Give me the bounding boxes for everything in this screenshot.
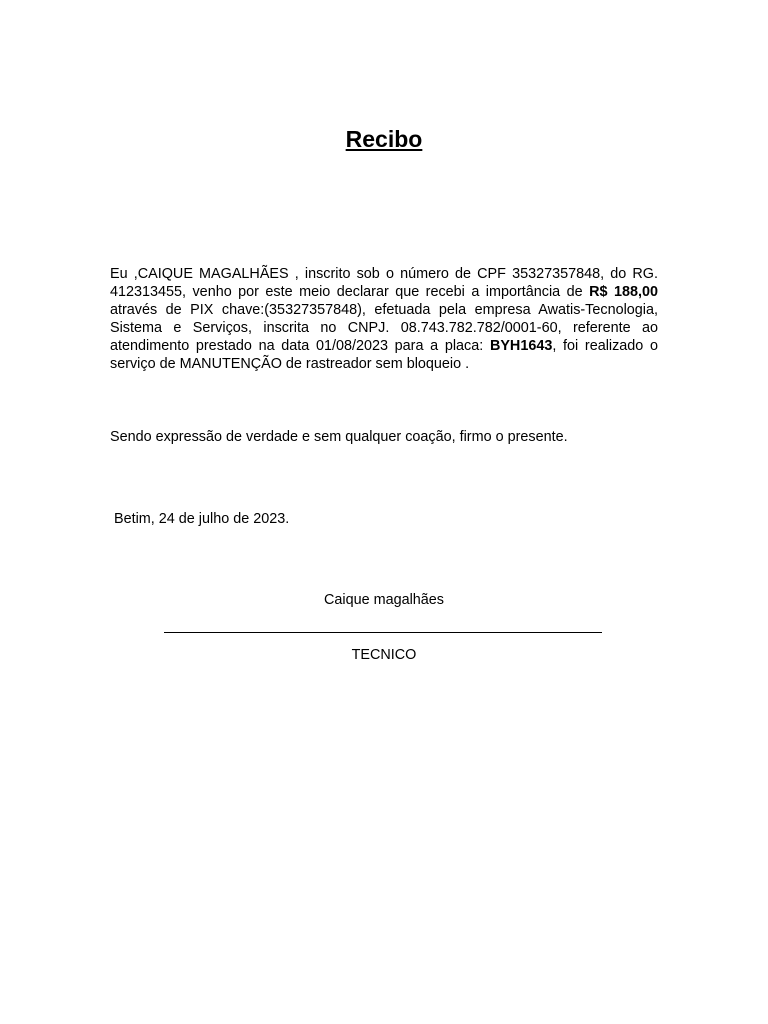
declaration-text-part-3: , foi realizado o serviço de MANUTENÇÃO de rastreador sem bloqueio . bbox=[110, 338, 658, 372]
signer-role: TECNICO bbox=[351, 647, 417, 663]
signature-line bbox=[164, 632, 602, 633]
payment-amount: R$ 188,00 bbox=[589, 284, 658, 300]
signer-name: Caique magalhães bbox=[323, 592, 444, 608]
document-title: Recibo bbox=[345, 126, 423, 152]
receipt-declaration-paragraph bbox=[110, 265, 658, 373]
place-and-date: Betim, 24 de julho de 2023. bbox=[114, 511, 290, 527]
declaration-text-part-1: Eu ,CAIQUE MAGALHÃES , inscrito sob o número de CPF 35327357848, do RG. 412313455, venho por este meio declarar que recebi a importância de bbox=[110, 266, 658, 300]
declaration-text-part-2: através de PIX chave:(35327357848), efetuada pela empresa Awatis-Tecnologia, Sistema e Serviços, inscrita no CNPJ. 08.743.782.782/0001-60, referente ao atendimento prestado na data 01/08/2023 para a placa: bbox=[110, 302, 658, 354]
vehicle-plate: BYH1643 bbox=[489, 338, 553, 354]
closing-statement: Sendo expressão de verdade e sem qualquer coação, firmo o presente. bbox=[110, 429, 568, 445]
